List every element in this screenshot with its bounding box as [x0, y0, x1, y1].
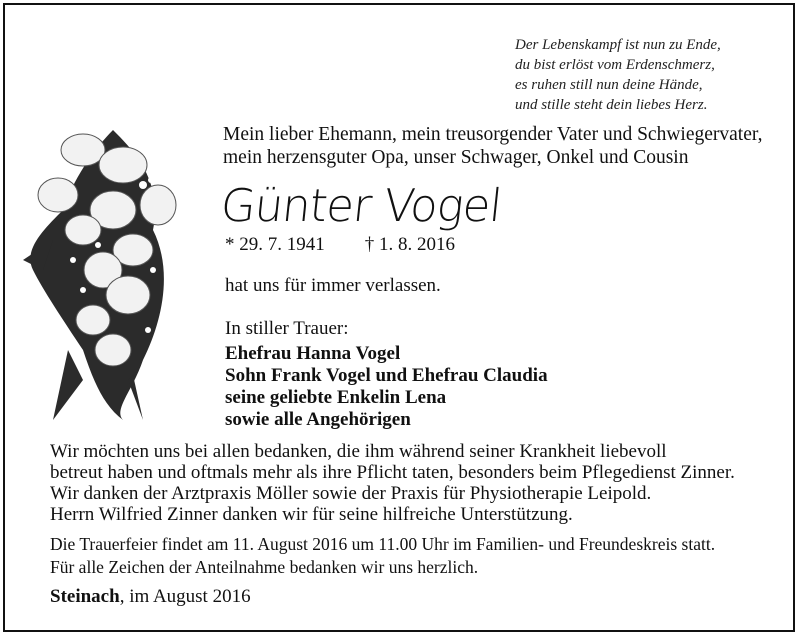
funeral-line: Für alle Zeichen der Anteilnahme bedanken wir uns herzlich.	[50, 557, 479, 577]
thanks-line: Herrn Wilfried Zinner danken wir für seine hilfreiche Unterstützung.	[50, 504, 573, 525]
intro-line: Mein lieber Ehemann, mein treusorgender Vater und Schwiegervater,	[223, 124, 763, 145]
poem-line: Der Lebenskampf ist nun zu Ende,	[515, 37, 721, 53]
intro-line: mein herzensguter Opa, unser Schwager, Onkel und Cousin	[223, 147, 689, 168]
poem-line: du bist erlöst vom Erdenschmerz,	[515, 57, 715, 73]
mourning-heading: In stiller Trauer:	[225, 318, 349, 339]
thanks-line: Wir möchten uns bei allen bedanken, die ihm während seiner Krankheit liebevoll	[50, 441, 667, 462]
intro-text	[223, 123, 762, 169]
obituary-notice	[3, 3, 795, 632]
life-dates	[225, 233, 455, 257]
mourner: Ehefrau Hanna Vogel	[225, 343, 401, 364]
place-date	[50, 586, 251, 608]
place-date-text: , im August 2016	[119, 586, 251, 607]
poem-line: es ruhen still nun deine Hände,	[515, 77, 703, 93]
thanks-line: Wir danken der Arztpraxis Möller sowie der Praxis für Physiotherapie Leipold.	[50, 483, 652, 504]
mourners-list	[225, 343, 548, 431]
thanks-line: betreut haben und oftmals mehr als ihre Pflicht taten, besonders beim Pflegedienst Zinner.	[50, 462, 735, 483]
birth-date: * 29. 7. 1941	[225, 234, 325, 255]
funeral-text	[50, 533, 715, 579]
orchid-bouquet-icon	[13, 120, 198, 425]
funeral-line: Die Trauerfeier findet am 11. August 2016 um 11.00 Uhr im Familien- und Freundeskreis statt.	[50, 534, 716, 554]
deceased-name: Günter Vogel	[218, 179, 504, 232]
thanks-text	[50, 441, 735, 525]
mourner: sowie alle Angehörigen	[225, 409, 411, 430]
mourner: seine geliebte Enkelin Lena	[225, 387, 447, 408]
mourner: Sohn Frank Vogel und Ehefrau Claudia	[225, 365, 548, 386]
death-date: † 1. 8. 2016	[364, 234, 455, 255]
left-us-text: hat uns für immer verlassen.	[225, 275, 441, 296]
poem-line: und stille steht dein liebes Herz.	[515, 97, 708, 113]
poem	[515, 35, 785, 115]
town-name: Steinach	[50, 586, 120, 607]
